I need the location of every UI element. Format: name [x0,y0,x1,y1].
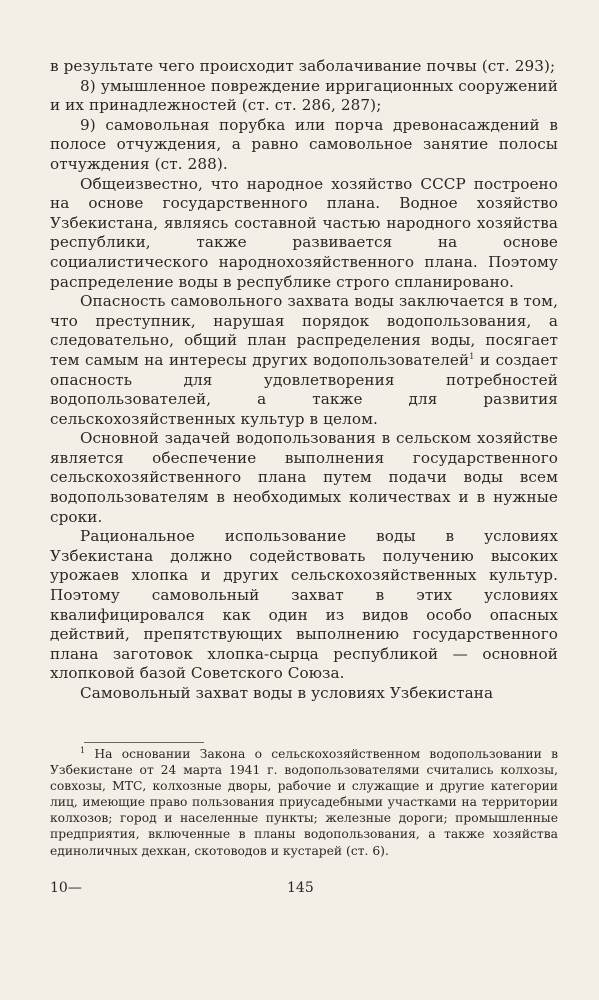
paragraph-7: Рациональное использование воды в условиях Узбекистана должно содействовать получению высоких урожаев хлопка и других сельскохозяйственных культур. Поэтому самовольный захват в этих условиях квалифицировался как один из видов особо опасных действий, препятствующих выполнению государственного плана заготовок хлопка-сырца республикой — основной хлопковой базой Советского Союза. [50,527,558,683]
paragraph-5-text-b: и создает опасность для удовлетворения потребностей водопользователей, а также для развития сельскохозяйственных культур в целом. [50,350,558,428]
paragraph-6: Основной задачей водопользования в сельском хозяйстве является обеспечение выполнения государственного сельскохозяйственного плана путем подачи воды всем водопользователям в необходимых количествах и в нужные сроки. [50,429,558,526]
footnote-text: На основании Закона о сельскохозяйственном водопользовании в Узбекистане от 24 марта 1941 г. водопользователями считались колхозы, совхозы, МТС, колхозные дворы, рабочие и служащие и другие категории лиц, имеющие право пользования приусадебными участками на территории колхозов; город и населенные пункты; железные дороги; промышленные предприятия, включенные в планы водопользования, а также хозяйства единоличных дехкан, скотоводов и кустарей (ст. 6). [50,747,558,858]
paragraph-1: в результате чего происходит заболачивание почвы (ст. 293); [50,57,556,75]
printer-signature: 10— [50,880,82,896]
page-number: 145 [287,880,314,896]
paragraph-3: 9) самовольная порубка или порча древонасаждений в полосе отчуждения, а равно самовольное занятие полосы отчуждения (ст. 288). [50,115,558,173]
paragraph-5 [50,292,558,429]
paragraph-8: Самовольный захват воды в условиях Узбекистана [80,684,494,702]
footnote-paragraph [50,746,558,859]
footnote-reference: 1 [469,351,475,361]
footnote-divider [84,742,204,743]
body-text [50,57,558,704]
paragraph-4: Общеизвестно, что народное хозяйство СССР построено на основе государственного плана. Водное хозяйство Узбекистана, являясь составной частью народного хозяйства республики, также развивается на основе социалистического народнохозяйственного плана. Поэтому распределение воды в республике строго спланировано. [50,174,558,291]
footnote-marker: 1 [80,745,86,755]
paragraph-2: 8) умышленное повреждение ирригационных сооружений и их принадлежностей (ст. ст. 286, 287); [50,76,558,115]
footnote [50,746,558,859]
paragraph-5-text-a: Опасность самовольного захвата воды заключается в том, что преступник, нарушая порядок водопользования, а следовательно, общий план распределения воды, посягает тем самым на интересы других водопользователей [50,292,558,369]
